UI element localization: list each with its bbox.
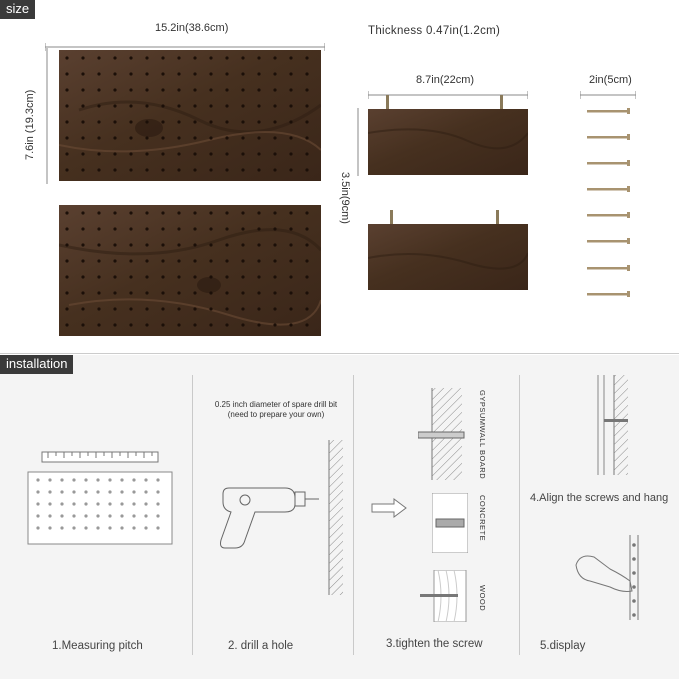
shelf-height-dimension-line xyxy=(355,108,361,176)
wood-wall-illustration xyxy=(420,570,468,622)
pegboard-top-image xyxy=(59,50,321,181)
pegboard-bottom-image xyxy=(59,205,321,336)
installation-section-tag: installation xyxy=(0,355,73,374)
drill-illustration xyxy=(215,480,320,555)
drill-note xyxy=(196,400,356,420)
screw-length-label: 2in(5cm) xyxy=(589,74,632,86)
thickness-label: Thickness 0.47in(1.2cm) xyxy=(368,25,501,37)
shelf-height-text: 3.5in(9cm) xyxy=(339,172,351,224)
gypsum-wall-label: GYPSUMWALL BOARD xyxy=(478,390,487,480)
shelf-width-label: 8.7in(22cm) xyxy=(416,74,475,86)
shelf-height-label xyxy=(339,172,351,224)
shelf-top-image xyxy=(368,93,528,177)
measuring-pitch-illustration xyxy=(26,448,176,548)
display-hand-illustration xyxy=(570,535,645,620)
screw-length-dimension-line xyxy=(580,86,636,94)
drill-note-line1: 0.25 inch diameter of spare drill bit xyxy=(214,400,338,409)
step5-caption: 5.display xyxy=(540,640,586,652)
hang-screws-illustration xyxy=(590,375,630,475)
step1-caption: 1.Measuring pitch xyxy=(52,640,143,652)
screws-image xyxy=(583,105,635,305)
step4-caption: 4.Align the screws and hang xyxy=(530,492,669,504)
step3-caption: 3.tighten the screw xyxy=(386,638,483,650)
pegboard-height-label xyxy=(24,90,36,160)
pegboard-width-label: 15.2in(38.6cm) xyxy=(155,22,229,34)
section-divider xyxy=(0,353,679,354)
wall-section-step2 xyxy=(325,440,345,595)
pegboard-width-dimension-line xyxy=(45,38,325,46)
concrete-wall-illustration xyxy=(432,493,468,553)
step-divider-3 xyxy=(519,375,520,655)
shelf-bottom-image xyxy=(368,208,528,292)
drill-note-line2: (need to prepare your own) xyxy=(227,410,325,419)
concrete-wall-label: CONCRETE xyxy=(478,495,487,542)
pegboard-height-dimension-line xyxy=(44,48,50,184)
step-divider-1 xyxy=(192,375,193,655)
pegboard-height-text: 7.6in (19.3cm) xyxy=(24,89,36,160)
step2-caption: 2. drill a hole xyxy=(228,640,294,652)
arrow-right-icon xyxy=(370,498,408,518)
wood-wall-label: WOOD xyxy=(478,585,487,612)
size-section-tag: size xyxy=(0,0,35,19)
gypsum-wall-illustration xyxy=(418,388,468,480)
